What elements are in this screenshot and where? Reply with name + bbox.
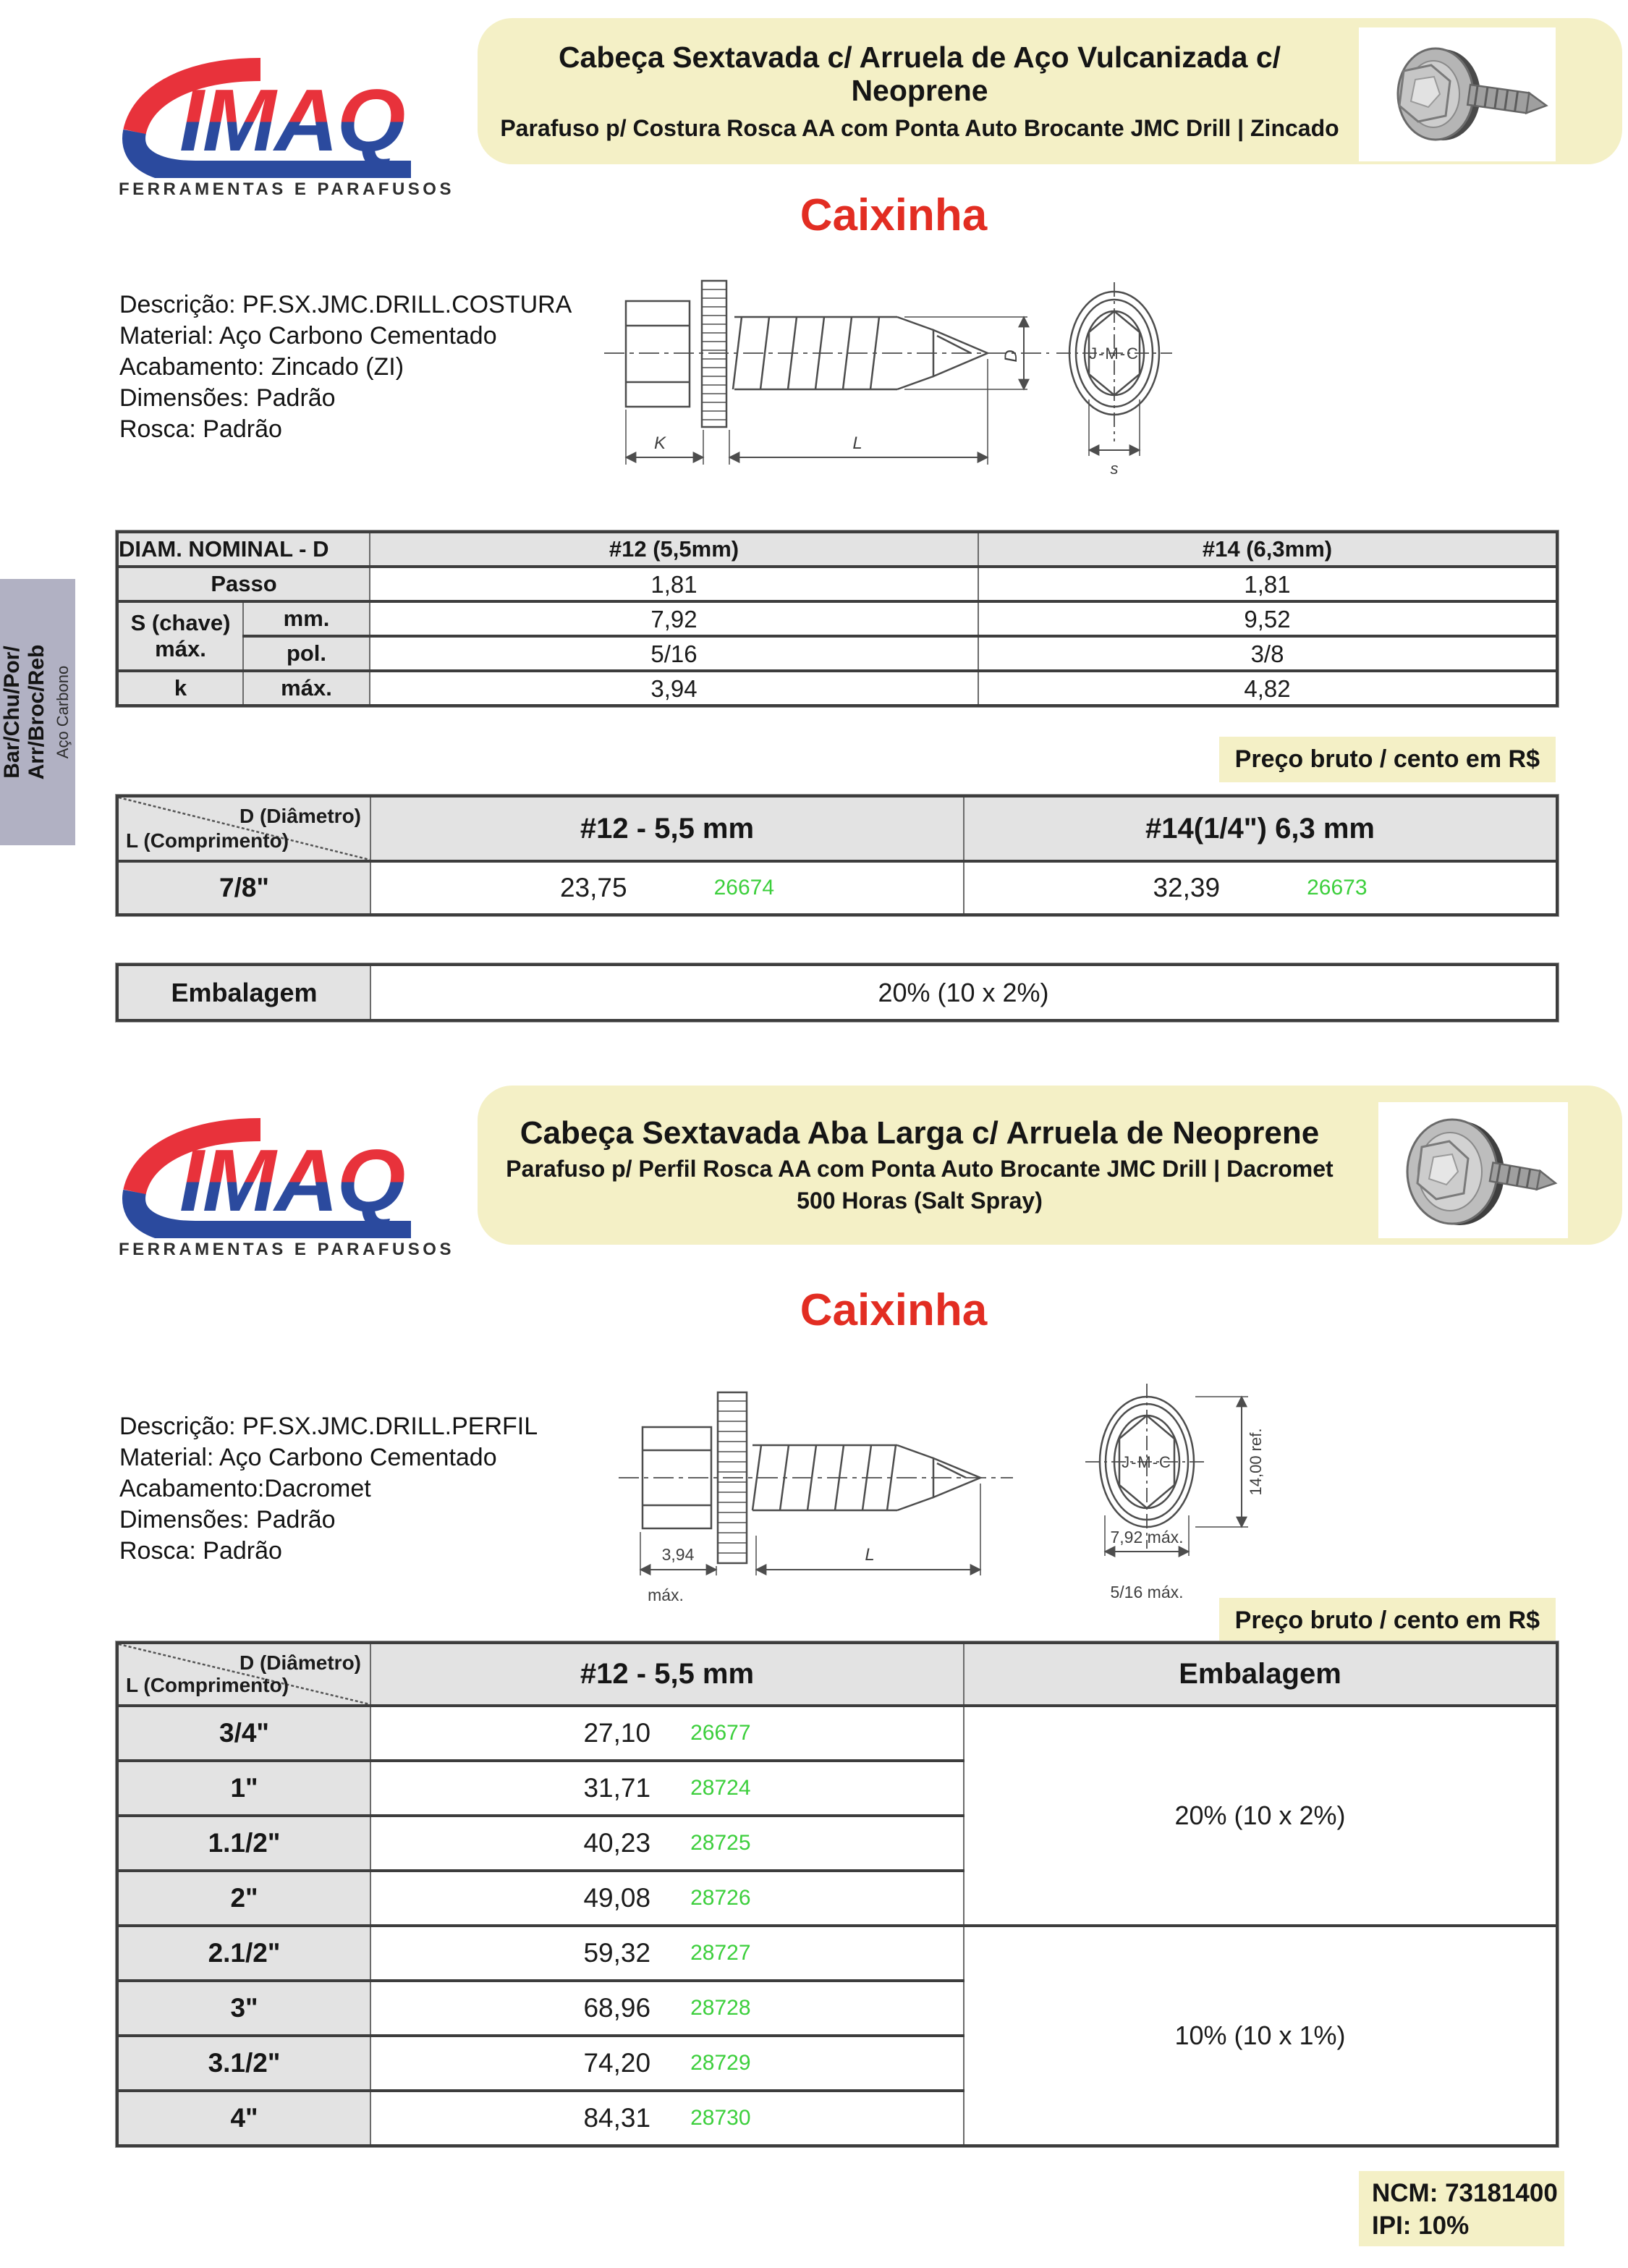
price-table-1: [116, 795, 1559, 916]
table-row: [117, 965, 1557, 1020]
dim-label-l: L: [865, 1545, 875, 1565]
price-value: 31,71: [583, 1773, 651, 1803]
item-code: 28728: [690, 1996, 751, 2020]
table-row: [117, 1643, 1557, 1706]
spec-row-label: k: [117, 671, 243, 706]
length-label: 3": [117, 1981, 370, 2036]
description-line: Dimensões: Padrão: [119, 1506, 336, 1533]
product-photo-2: [1378, 1102, 1568, 1238]
logo-tagline: FERRAMENTAS E PARAFUSOS: [119, 179, 454, 199]
product-description-1: [119, 289, 572, 445]
item-code: 28724: [690, 1776, 751, 1800]
head-stamp: J-M-C: [1122, 1453, 1172, 1471]
packing-label: Embalagem: [117, 965, 370, 1020]
logo-text: IMAQ: [179, 1131, 404, 1230]
price-value: 32,39: [1153, 873, 1221, 902]
description-line: Acabamento: Zincado (ZI): [119, 353, 404, 381]
product-title-1: Cabeça Sextavada c/ Arruela de Aço Vulcanizada c/ Neoprene: [558, 41, 1281, 107]
product-title-2: Cabeça Sextavada Aba Larga c/ Arruela de Neoprene: [520, 1115, 1320, 1151]
item-code: 28730: [690, 2106, 751, 2130]
spec-row-label: Passo: [117, 567, 370, 601]
table-row: [117, 671, 1557, 706]
cimaq-logo-icon: [107, 51, 433, 178]
item-code: 26674: [713, 876, 775, 900]
packing-value: 20% (10 x 2%): [964, 1706, 1557, 1926]
price-value: 59,32: [583, 1938, 651, 1968]
caixinha-heading-1: Caixinha: [800, 190, 988, 240]
product-header-2: [478, 1086, 1622, 1245]
technical-drawing-1: [593, 224, 1194, 496]
length-label: 7/8": [117, 861, 370, 915]
table-row: [117, 601, 1557, 636]
item-code: 28725: [690, 1831, 751, 1855]
category-line: Arr/Broc/Reb: [25, 644, 48, 780]
screw-photo-icon: [1378, 1102, 1568, 1238]
product-subtitle-1: Parafuso p/ Costura Rosca AA com Ponta Auto Brocante JMC Drill | Zincado: [500, 115, 1339, 141]
spec-subrow-label: máx.: [243, 671, 370, 706]
spec-value: 3,94: [370, 671, 978, 706]
length-label: 4": [117, 2091, 370, 2146]
spec-value: 9,52: [978, 601, 1557, 636]
spec-value: 7,92: [370, 601, 978, 636]
price-note-1: Preço bruto / cento em R$: [1219, 737, 1556, 782]
caixinha-heading-2: Caixinha: [800, 1285, 988, 1335]
description-line: Descrição: PF.SX.JMC.DRILL.PERFIL: [119, 1413, 538, 1440]
screw-drawing-icon: [593, 224, 1194, 492]
price-cell: [370, 1816, 964, 1871]
category-line: Bar/Chu/Por/: [0, 646, 24, 779]
price-cell: [370, 1706, 964, 1761]
product-description-2: [119, 1411, 538, 1567]
price-cell: [370, 861, 964, 915]
price-col1-header: #12 - 5,5 mm: [370, 796, 964, 861]
dim-label-792: 7,92 máx.: [1110, 1528, 1184, 1546]
packing-value: 20% (10 x 2%): [370, 965, 1557, 1020]
logo-text: IMAQ: [179, 71, 404, 169]
price-col2-header: #14(1/4") 6,3 mm: [964, 796, 1557, 861]
price-value: 68,96: [583, 1993, 651, 2023]
logo-tagline: FERRAMENTAS E PARAFUSOS: [119, 1240, 454, 1259]
spec-header-label: DIAM. NOMINAL - D: [117, 532, 370, 567]
price-value: 40,23: [583, 1828, 651, 1858]
dim-label-max: máx.: [648, 1586, 684, 1604]
table-row: [117, 796, 1557, 861]
description-line: Rosca: Padrão: [119, 415, 282, 443]
spec-row-label-line: máx.: [155, 636, 206, 661]
diag-top-label: D (Diâmetro): [239, 805, 361, 827]
company-logo: [107, 51, 454, 203]
price-value: 23,75: [559, 873, 627, 902]
diag-bottom-label: L (Comprimento): [126, 1674, 289, 1696]
price-note-2: Preço bruto / cento em R$: [1219, 1598, 1556, 1643]
item-code: 28729: [690, 2051, 751, 2075]
ncm-value: NCM: 73181400: [1372, 2179, 1558, 2207]
diagonal-header: [117, 1643, 370, 1706]
spec-subrow-label: pol.: [243, 636, 370, 671]
length-label: 2.1/2": [117, 1926, 370, 1981]
table-row: [117, 636, 1557, 671]
price-cell: [370, 1761, 964, 1816]
diagonal-header: [117, 796, 370, 861]
table-row: [117, 567, 1557, 601]
spec-value: 1,81: [370, 567, 978, 601]
description-line: Material: Aço Carbono Cementado: [119, 1444, 497, 1471]
price-table-2: [116, 1641, 1559, 2147]
description-line: Material: Aço Carbono Cementado: [119, 322, 497, 350]
price-value: 74,20: [583, 2048, 651, 2078]
dim-label-k: K: [653, 433, 666, 453]
length-label: 3/4": [117, 1706, 370, 1761]
product-header-1: [478, 18, 1622, 164]
table-row: [117, 1706, 1557, 1761]
spec-value: 4,82: [978, 671, 1557, 706]
price-cell: [370, 1871, 964, 1926]
item-code: 28727: [690, 1941, 751, 1965]
price-cell: [370, 1981, 964, 2036]
length-label: 3.1/2": [117, 2036, 370, 2091]
company-logo: [107, 1111, 454, 1263]
product-photo-1: [1359, 27, 1556, 161]
table-row: [117, 1926, 1557, 1981]
category-material: Aço Carbono: [54, 665, 72, 759]
dim-label-1400: 14,00 ref.: [1247, 1428, 1265, 1496]
packing-table: [116, 963, 1559, 1022]
dim-label-516: 5/16 máx.: [1110, 1583, 1184, 1601]
price-cell: [370, 2036, 964, 2091]
price-cell: [370, 2091, 964, 2146]
product-subtitle2-2: 500 Horas (Salt Spray): [797, 1188, 1043, 1214]
dim-label-s: s: [1110, 460, 1119, 478]
table-row: [117, 532, 1557, 567]
screw-photo-icon: [1359, 27, 1556, 161]
spec-subrow-label: mm.: [243, 601, 370, 636]
price-value: 84,31: [583, 2103, 651, 2133]
product-subtitle-2: Parafuso p/ Perfil Rosca AA com Ponta Auto Brocante JMC Drill | Dacromet: [506, 1156, 1334, 1182]
spec-row-label-line: S (chave): [130, 610, 231, 635]
dim-label-394: 3,94: [661, 1545, 695, 1564]
description-line: Acabamento:Dacromet: [119, 1475, 371, 1502]
cimaq-logo-icon: [107, 1111, 433, 1238]
table-row: [117, 861, 1557, 915]
technical-drawing-2: [608, 1355, 1273, 1612]
price-col1-header: #12 - 5,5 mm: [370, 1643, 964, 1706]
spec-col1-header: #12 (5,5mm): [370, 532, 978, 567]
length-label: 1.1/2": [117, 1816, 370, 1871]
diag-top-label: D (Diâmetro): [239, 1651, 361, 1674]
description-line: Dimensões: Padrão: [119, 384, 336, 412]
item-code: 28726: [690, 1886, 751, 1910]
category-tab: [0, 579, 75, 845]
spec-value: 5/16: [370, 636, 978, 671]
dim-label-l: L: [852, 433, 862, 453]
diag-bottom-label: L (Comprimento): [126, 829, 289, 852]
item-code: 26673: [1307, 876, 1368, 900]
ipi-value: IPI: 10%: [1372, 2212, 1470, 2240]
packing-value: 10% (10 x 1%): [964, 1926, 1557, 2146]
head-stamp: J-M-C: [1089, 344, 1140, 363]
length-label: 1": [117, 1761, 370, 1816]
ncm-box: [1359, 2171, 1564, 2246]
price-value: 27,10: [583, 1718, 651, 1748]
spec-value: 1,81: [978, 567, 1557, 601]
spec-row-label: [117, 601, 243, 671]
screw-drawing-icon: [608, 1355, 1273, 1608]
item-code: 26677: [690, 1721, 751, 1745]
price-col2-header: Embalagem: [964, 1643, 1557, 1706]
description-line: Rosca: Padrão: [119, 1537, 282, 1565]
length-label: 2": [117, 1871, 370, 1926]
price-cell: [370, 1926, 964, 1981]
price-cell: [964, 861, 1557, 915]
spec-table: [116, 530, 1559, 707]
price-value: 49,08: [583, 1883, 651, 1913]
dim-label-d: D: [1001, 350, 1021, 363]
description-line: Descrição: PF.SX.JMC.DRILL.COSTURA: [119, 291, 572, 318]
spec-value: 3/8: [978, 636, 1557, 671]
spec-col2-header: #14 (6,3mm): [978, 532, 1557, 567]
